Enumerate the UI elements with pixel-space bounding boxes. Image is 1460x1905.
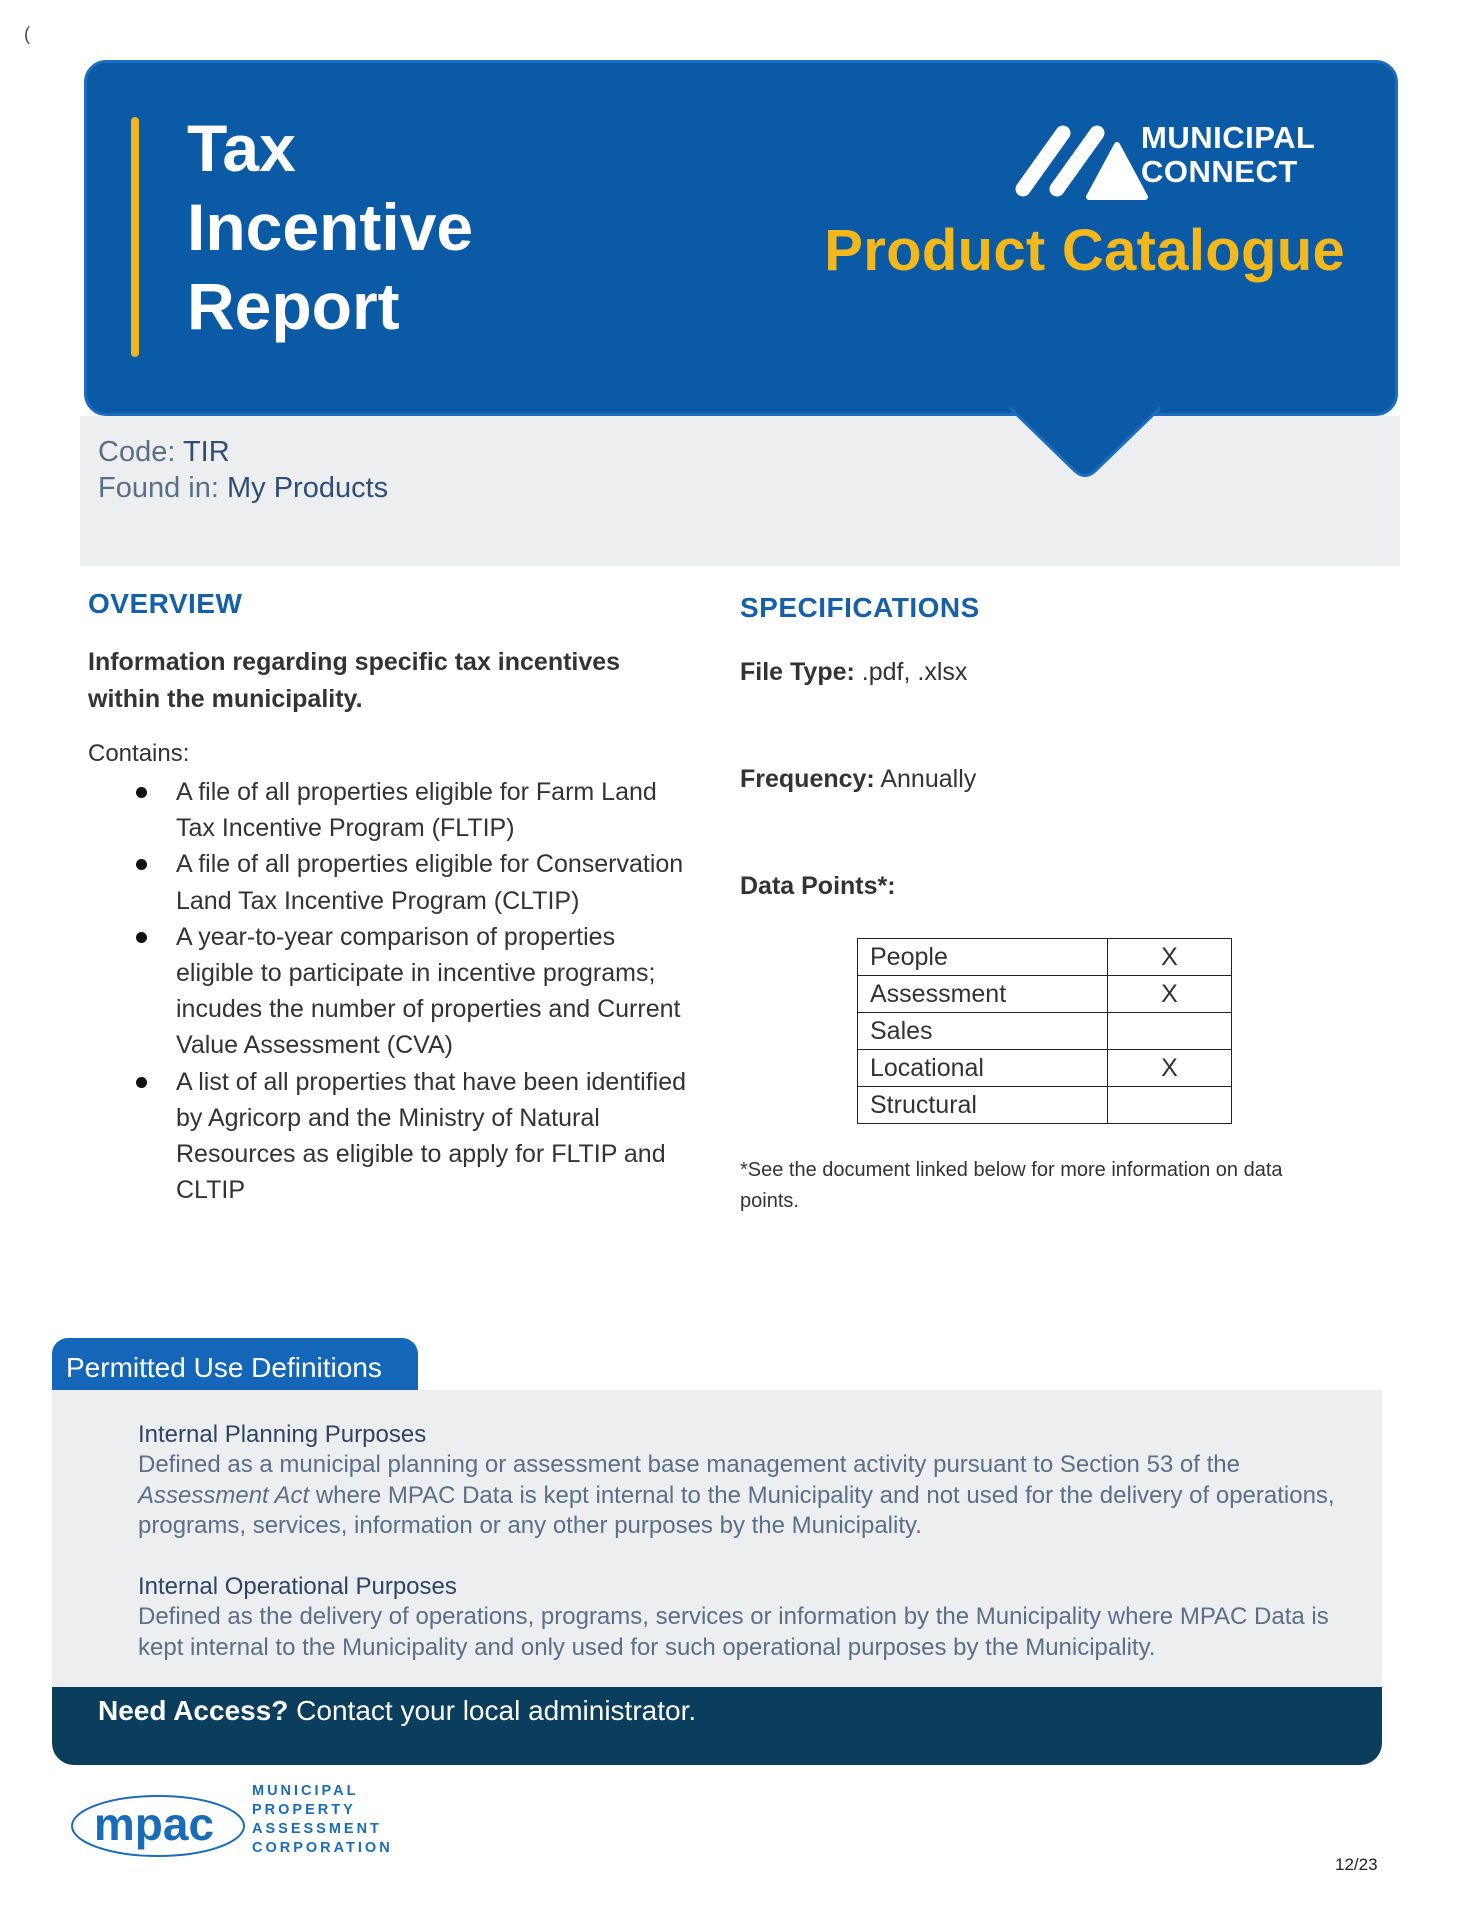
overview-lead: Information regarding specific tax incentives within the municipality.: [88, 648, 621, 713]
definition-title: Internal Operational Purposes: [138, 1573, 457, 1600]
org-line: CORPORATION: [252, 1840, 393, 1856]
list-item-text: A file of all properties eligible for Conservation Land Tax Incentive Program (CLTIP): [176, 850, 684, 915]
table-row: [858, 1013, 1232, 1050]
data-point-mark: X: [1108, 939, 1232, 976]
list-item-text: A file of all properties eligible for Farm Land Tax Incentive Program (FLTIP): [176, 778, 657, 843]
bullet-icon: [136, 859, 147, 870]
file-type-value: .pdf, .xlsx: [861, 658, 968, 686]
title-line: Tax: [187, 111, 296, 185]
list-item-text: A year-to-year comparison of properties eligible to participate in incentive programs; incudes the number of properties and Current Value Assessment (CVA): [176, 922, 681, 1060]
product-catalogue-title: Product Catalogue: [824, 218, 1345, 283]
org-line: ASSESSMENT: [252, 1821, 382, 1837]
permitted-use-tab: Permitted Use Definitions: [52, 1338, 418, 1394]
need-access-bar: [52, 1687, 1382, 1765]
brand-name: [1141, 121, 1315, 189]
header-banner: [84, 60, 1398, 416]
contents-list: [130, 774, 690, 1208]
report-title: [187, 109, 607, 346]
definition-text: Defined as the delivery of operations, programs, services or information by the Municipality where MPAC Data is kept internal to the Municipality and only used for such operational purposes by the Municipality.: [138, 1603, 1329, 1661]
org-line: MUNICIPAL: [252, 1783, 359, 1799]
bullet-icon: [136, 1077, 147, 1088]
data-point-name: Locational: [858, 1050, 1108, 1087]
accent-bar: [131, 117, 139, 357]
title-line: Report: [187, 269, 400, 343]
code-line: [98, 436, 230, 469]
data-point-mark: X: [1108, 976, 1232, 1013]
code-panel: [80, 416, 1400, 566]
definition-text-part: where MPAC Data is kept internal to the Municipality and not used for the delivery of operations, programs, services, information or any other purposes by the Municipality.: [138, 1481, 1335, 1539]
bullet-icon: [136, 932, 147, 943]
specifications-heading: SPECIFICATIONS: [740, 592, 980, 623]
title-line: Incentive: [187, 190, 474, 264]
frequency-value: Annually: [880, 765, 977, 793]
brand-line: MUNICIPAL: [1141, 120, 1316, 155]
permitted-use-panel: [52, 1390, 1382, 1687]
data-point-name: Sales: [858, 1013, 1108, 1050]
data-points-table: [857, 938, 1232, 1124]
mpac-logo-text: mpac: [93, 1798, 215, 1850]
data-point-name: People: [858, 939, 1108, 976]
corner-mark: (: [24, 24, 30, 44]
brand-block: [785, 119, 1345, 309]
code-value: TIR: [182, 436, 230, 468]
data-point-mark: [1108, 1087, 1232, 1124]
definition-text-part: Defined as a municipal planning or assessment base management activity pursuant to Section 53 of the: [138, 1451, 1240, 1478]
data-points-label: Data Points*:: [740, 872, 896, 900]
contains-label: Contains:: [88, 740, 190, 767]
page-number: 12/23: [1335, 1855, 1378, 1874]
data-point-mark: X: [1108, 1050, 1232, 1087]
list-item: [130, 919, 690, 1064]
frequency-label: Frequency:: [740, 765, 875, 793]
banner-notch: [1010, 408, 1160, 488]
definition-internal-operational: [138, 1572, 1338, 1663]
definition-text: [138, 1450, 1338, 1542]
table-row: [858, 1087, 1232, 1124]
mpac-org-name: [252, 1782, 393, 1858]
data-point-name: Structural: [858, 1087, 1108, 1124]
table-row: [858, 976, 1232, 1013]
list-item-text: A list of all properties that have been identified by Agricorp and the Ministry of Natural Resources as eligible to apply for FLTIP and CLTIP: [176, 1067, 687, 1205]
assessment-act-reference: Assessment Act: [138, 1481, 310, 1509]
definition-internal-planning: [138, 1420, 1338, 1542]
found-in-label: Found in:: [98, 472, 219, 504]
table-row: [858, 939, 1232, 976]
data-point-mark: [1108, 1013, 1232, 1050]
table-row: [858, 1050, 1232, 1087]
frequency-row: [740, 765, 976, 794]
list-item: [130, 846, 690, 918]
file-type-row: [740, 658, 967, 687]
bullet-icon: [136, 787, 147, 798]
mpac-logo-icon: [66, 1790, 246, 1862]
need-access-text: Contact your local administrator.: [288, 1695, 697, 1726]
data-points-footnote: *See the document linked below for more information on data points.: [740, 1159, 1283, 1212]
org-line: PROPERTY: [252, 1802, 356, 1818]
brand-line: CONNECT: [1141, 154, 1298, 189]
data-points-row: [740, 872, 896, 901]
file-type-label: File Type:: [740, 658, 855, 686]
code-label: Code:: [98, 436, 176, 468]
found-in-value: My Products: [226, 472, 389, 504]
found-in-line: [98, 472, 388, 505]
need-access-label: Need Access?: [98, 1695, 289, 1726]
list-item: [130, 1064, 690, 1209]
data-point-name: Assessment: [858, 976, 1108, 1013]
list-item: [130, 774, 690, 846]
definition-title: Internal Planning Purposes: [138, 1421, 427, 1448]
overview-heading: OVERVIEW: [88, 588, 243, 619]
